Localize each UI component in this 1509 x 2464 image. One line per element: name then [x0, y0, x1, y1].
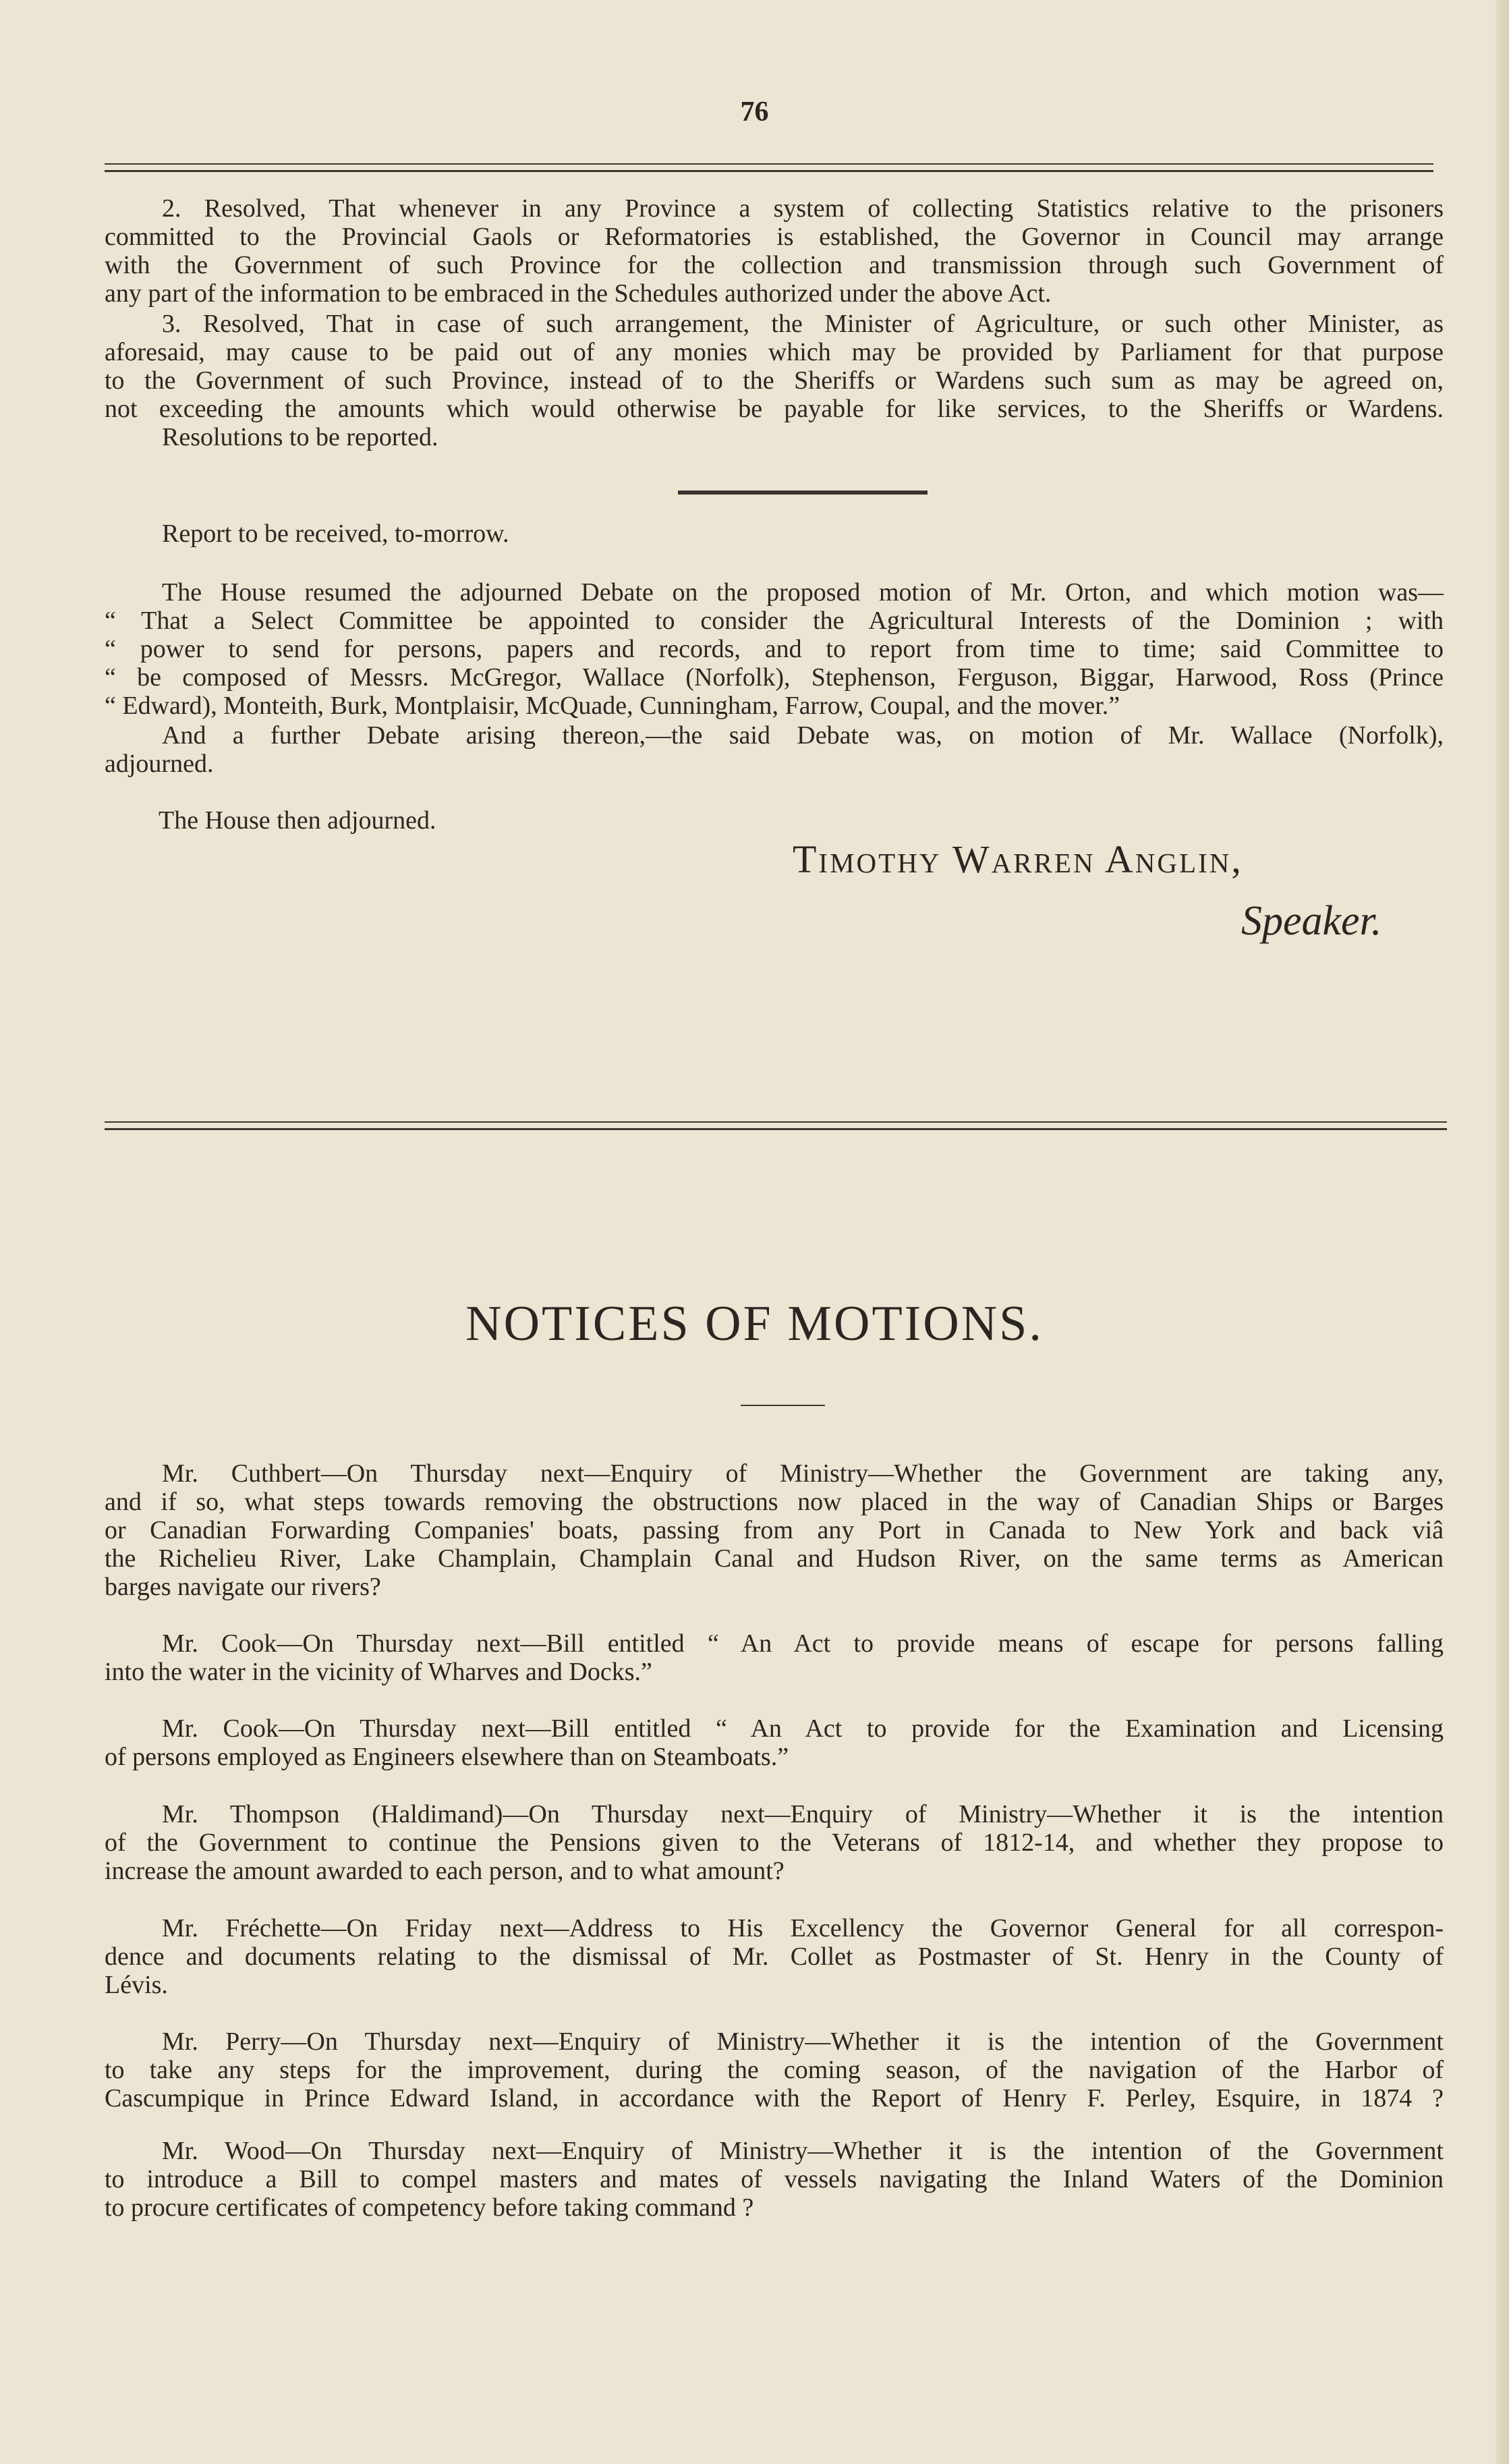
text-line: Mr. Fréchette—On Friday next—Address to His Excellency the Governor General for all correspon-: [162, 1914, 1444, 1942]
text-line: with the Government of such Province for the collection and transmission through such Government of: [105, 251, 1444, 279]
text-line: Mr. Cook—On Thursday next—Bill entitled “ An Act to provide means of escape for persons falling: [162, 1629, 1444, 1658]
text-line: “ power to send for persons, papers and records, and to report from time to time; said Committee to: [105, 635, 1444, 663]
text-line: 2. Resolved, That whenever in any Province a system of collecting Statistics relative to the prisoners: [162, 194, 1444, 223]
text-line: of persons employed as Engineers elsewhere than on Steamboats.”: [105, 1743, 789, 1771]
notices-title-rule: [741, 1405, 825, 1406]
text-line: and if so, what steps towards removing the obstructions now placed in the way of Canadian Ships or Barges: [105, 1488, 1444, 1516]
house-adjourned: [159, 806, 1440, 835]
notice-thompson: [105, 1800, 1444, 1885]
notice-cook-2: [105, 1714, 1444, 1771]
resolution-3: [105, 310, 1444, 423]
text-line: of the Government to continue the Pensions given to the Veterans of 1812-14, and whether they propose to: [105, 1828, 1444, 1857]
section-rule-bottom: [105, 1128, 1447, 1130]
text-line: adjourned.: [105, 750, 214, 778]
text-line: into the water in the vicinity of Wharves and Docks.”: [105, 1658, 652, 1686]
report-received: [162, 520, 1444, 548]
notice-cuthbert: [105, 1459, 1444, 1601]
text-line: to procure certificates of competency before taking command ?: [105, 2193, 754, 2222]
text-line: Report to be received, to-morrow.: [162, 520, 509, 548]
notice-wood: [105, 2137, 1444, 2222]
text-line: Mr. Perry—On Thursday next—Enquiry of Ministry—Whether it is the intention of the Government: [162, 2027, 1444, 2056]
header-rule-bottom: [105, 170, 1433, 172]
text-line: Mr. Wood—On Thursday next—Enquiry of Ministry—Whether it is the intention of the Government: [162, 2137, 1444, 2165]
text-line: not exceeding the amounts which would otherwise be payable for like services, to the Sheriffs or Wardens.: [105, 395, 1444, 423]
page-number: 76: [740, 96, 769, 128]
text-line: aforesaid, may cause to be paid out of any monies which may be provided by Parliament for that purpose: [105, 338, 1444, 366]
text-line: “ That a Select Committee be appointed to consider the Agricultural Interests of the Dominion ; with: [105, 607, 1444, 635]
text-line: Mr. Cuthbert—On Thursday next—Enquiry of Ministry—Whether the Government are taking any,: [162, 1459, 1444, 1488]
notice-cook-1: [105, 1629, 1444, 1686]
text-line: any part of the information to be embraced in the Schedules authorized under the above Act.: [105, 279, 1052, 308]
text-line: “ Edward), Monteith, Burk, Montplaisir, McQuade, Cunningham, Farrow, Coupal, and the mover.”: [105, 692, 1120, 720]
text-line: Mr. Thompson (Haldimand)—On Thursday next—Enquiry of Ministry—Whether it is the intention: [162, 1800, 1444, 1828]
text-line: Resolutions to be reported.: [162, 423, 438, 451]
text-line: to the Government of such Province, instead of to the Sheriffs or Wardens such sum as may be agreed on,: [105, 366, 1444, 395]
text-line: barges navigate our rivers?: [105, 1573, 381, 1601]
text-line: to introduce a Bill to compel masters and mates of vessels navigating the Inland Waters of the Dominion: [105, 2165, 1444, 2193]
text-line: increase the amount awarded to each person, and to what amount?: [105, 1857, 785, 1885]
text-line: the Richelieu River, Lake Champlain, Champlain Canal and Hudson River, on the same terms as American: [105, 1544, 1444, 1573]
speaker-name: Timothy Warren Anglin,: [793, 837, 1243, 881]
header-rule-top: [105, 163, 1433, 165]
resolutions-reported: [162, 423, 1444, 451]
text-line: “ be composed of Messrs. McGregor, Wallace (Norfolk), Stephenson, Ferguson, Biggar, Harwood, Ross (Prince: [105, 663, 1444, 692]
notice-perry: [105, 2027, 1444, 2112]
speaker-title: Speaker.: [1241, 898, 1382, 944]
section-divider: [678, 491, 928, 495]
text-line: The House then adjourned.: [159, 806, 436, 835]
text-line: And a further Debate arising thereon,—the said Debate was, on motion of Mr. Wallace (Norfolk),: [162, 721, 1444, 750]
text-line: or Canadian Forwarding Companies' boats, passing from any Port in Canada to New York and back viâ: [105, 1516, 1444, 1544]
notice-frechette: [105, 1914, 1444, 1999]
page-edge: [1496, 0, 1509, 2464]
section-rule-top: [105, 1121, 1447, 1123]
text-line: Cascumpique in Prince Edward Island, in accordance with the Report of Henry F. Perley, Esquire, in 1874 ?: [105, 2084, 1444, 2112]
text-line: The House resumed the adjourned Debate on the proposed motion of Mr. Orton, and which motion was—: [162, 578, 1444, 607]
text-line: Mr. Cook—On Thursday next—Bill entitled “ An Act to provide for the Examination and Licensing: [162, 1714, 1444, 1743]
resolution-2: [105, 194, 1444, 308]
text-line: to take any steps for the improvement, during the coming season, of the navigation of the Harbor of: [105, 2056, 1444, 2084]
debate-paragraph: [105, 578, 1444, 720]
text-line: committed to the Provincial Gaols or Reformatories is established, the Governor in Council may arrange: [105, 223, 1444, 251]
text-line: dence and documents relating to the dismissal of Mr. Collet as Postmaster of St. Henry in the County of: [105, 1942, 1444, 1971]
text-line: 3. Resolved, That in case of such arrangement, the Minister of Agriculture, or such other Minister, as: [162, 310, 1444, 338]
notices-title: NOTICES OF MOTIONS.: [465, 1296, 1044, 1351]
further-debate: [105, 721, 1444, 778]
text-line: Lévis.: [105, 1971, 168, 1999]
